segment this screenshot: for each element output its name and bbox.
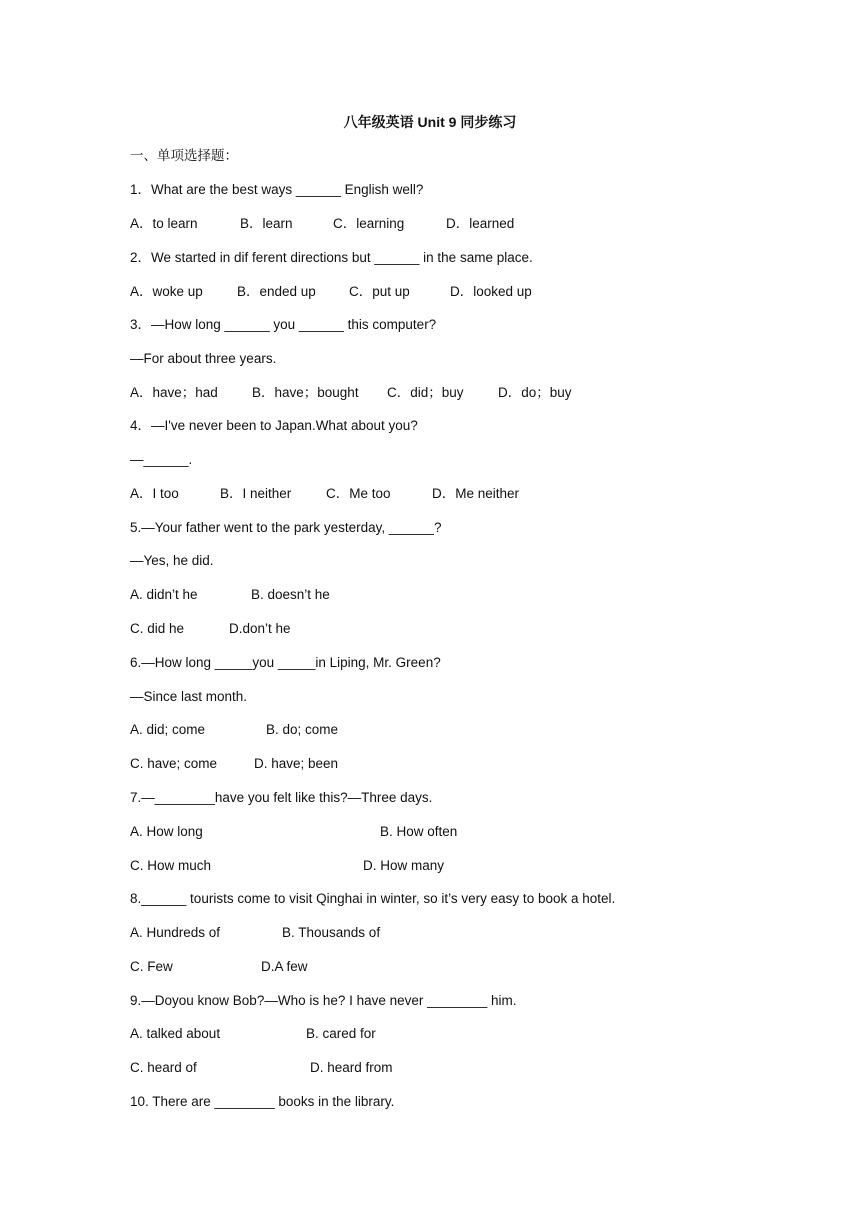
question-1-option-c: C．learning [333,216,405,231]
question-7-option-d: D. How many [363,858,445,873]
question-7-option-c: C. How much [130,858,212,873]
question-9-option-c: C. heard of [130,1060,197,1075]
question-2-option-b: B．ended up [237,284,316,299]
question-3-reply: —For about three years. [130,351,277,366]
question-4-reply: —______. [130,452,193,467]
question-4-option-c: C．Me too [326,486,391,501]
question-5-option-b: B. doesn’t he [251,587,330,602]
question-9-option-a: A. talked about [130,1026,221,1041]
question-3-option-b: B．have；bought [252,385,359,400]
question-7-option-b: B. How often [380,824,458,839]
question-7-option-a: A. How long [130,824,203,839]
question-1-option-b: B．learn [240,216,293,231]
question-8-option-a: A. Hundreds of [130,925,221,940]
question-8-option-b: B. Thousands of [282,925,381,940]
question-5-stem: 5.—Your father went to the park yesterday, ______? [130,520,442,535]
question-4-option-a: A．I too [130,486,179,501]
question-9-stem: 9.—Doyou know Bob?—Who is he? I have never ________ him. [130,993,517,1008]
question-2-stem: 2．We started in dif ferent directions but ______ in the same place. [130,250,533,265]
question-9-option-b: B. cared for [306,1026,376,1041]
question-1-stem: 1．What are the best ways ______ English well? [130,182,424,197]
question-5-option-a: A. didn’t he [130,587,198,602]
question-7-stem: 7.—________have you felt like this?—Three days. [130,790,433,805]
section-title: 一、单项选择题： [130,148,238,163]
question-6-option-c: C. have; come [130,756,218,771]
question-4-stem: 4．—I've never been to Japan.What about you? [130,418,418,433]
question-8-stem: 8.______ tourists come to visit Qinghai in winter, so it’s very easy to book a hotel. [130,891,616,906]
question-9-option-d: D. heard from [310,1060,393,1075]
question-6-reply: —Since last month. [130,689,248,704]
question-2-option-d: D．looked up [450,284,532,299]
question-6-option-a: A. did; come [130,722,206,737]
question-2-option-c: C．put up [349,284,410,299]
question-6-option-d: D. have; been [254,756,339,771]
question-5-option-c: C. did he [130,621,185,636]
question-3-option-a: A．have；had [130,385,218,400]
question-10-stem: 10. There are ________ books in the library. [130,1094,395,1109]
question-6-stem: 6.—How long _____you _____in Liping, Mr. Green? [130,655,441,670]
question-3-option-d: D．do；buy [498,385,572,400]
question-3-option-c: C．did；buy [387,385,464,400]
question-8-option-c: C. Few [130,959,173,974]
question-5-reply: —Yes, he did. [130,553,214,568]
question-1-option-d: D．learned [446,216,515,231]
page-title: 八年级英语 Unit 9 同步练习 [343,114,517,130]
question-8-option-d: D.A few [261,959,308,974]
question-6-option-b: B. do; come [266,722,339,737]
question-2-option-a: A．woke up [130,284,203,299]
question-4-option-b: B．I neither [220,486,292,501]
question-3-stem: 3．—How long ______ you ______ this computer? [130,317,437,332]
question-5-option-d: D.don’t he [229,621,291,636]
question-4-option-d: D．Me neither [432,486,520,501]
question-1-option-a: A．to learn [130,216,198,231]
